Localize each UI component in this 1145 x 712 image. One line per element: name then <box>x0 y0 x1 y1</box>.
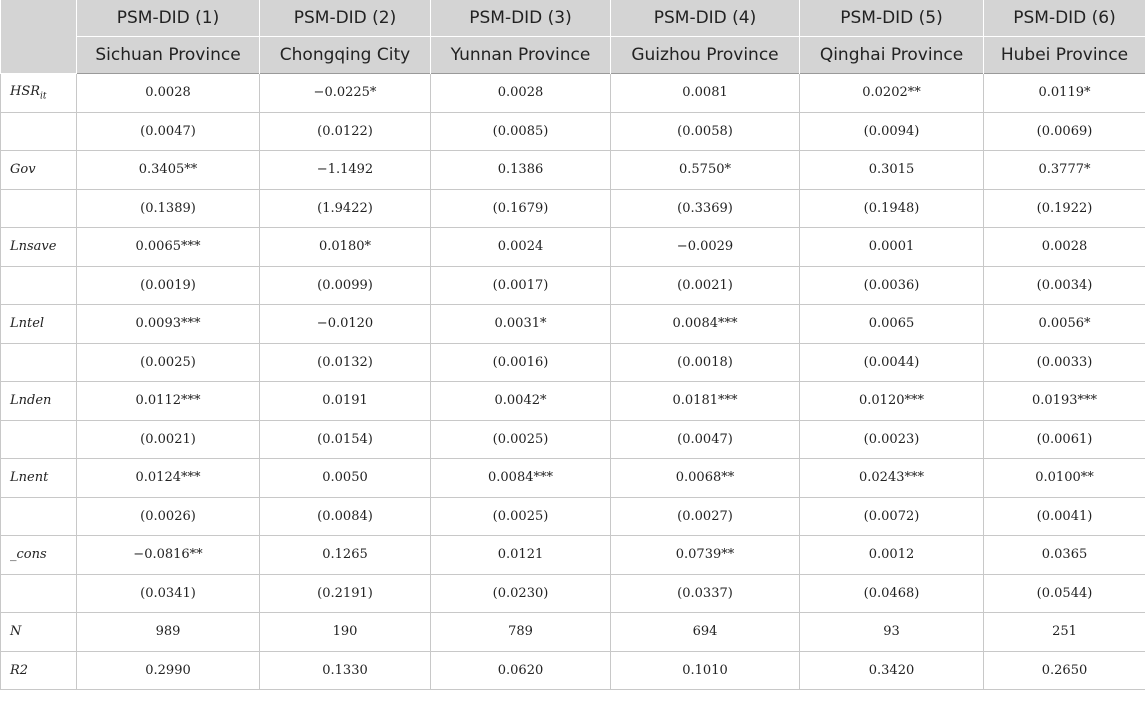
std-error-cell: (0.0025) <box>77 343 260 382</box>
std-error-cell: (1.9422) <box>260 189 431 228</box>
coefficient-cell: 0.0068** <box>611 459 800 498</box>
std-error-cell: (0.0061) <box>984 420 1145 459</box>
model-header: PSM-DID (4) <box>611 0 800 37</box>
coefficient-cell: 0.0243*** <box>800 459 984 498</box>
coefficient-cell: 789 <box>431 613 611 652</box>
model-header: PSM-DID (5) <box>800 0 984 37</box>
std-error-cell: (0.0058) <box>611 112 800 151</box>
coefficient-cell: 0.3777* <box>984 151 1145 190</box>
table-body <box>1 74 1145 690</box>
variable-label <box>1 497 77 536</box>
coefficient-cell: 0.1265 <box>260 536 431 575</box>
coefficient-row <box>1 613 1145 652</box>
std-error-cell: (0.0026) <box>77 497 260 536</box>
coefficient-cell: 0.0084*** <box>431 459 611 498</box>
coefficient-row <box>1 74 1145 113</box>
variable-subscript: it <box>40 91 47 102</box>
region-header: Yunnan Province <box>431 37 611 74</box>
coefficient-cell: −0.0816** <box>77 536 260 575</box>
coefficient-cell: 0.0031* <box>431 305 611 344</box>
region-header: Hubei Province <box>984 37 1145 74</box>
coefficient-cell: 0.3420 <box>800 651 984 690</box>
coefficient-cell: 0.0119* <box>984 74 1145 113</box>
coefficient-cell: −0.0120 <box>260 305 431 344</box>
std-error-row <box>1 112 1145 151</box>
variable-label <box>1 613 77 652</box>
coefficient-cell: 0.0120*** <box>800 382 984 421</box>
coefficient-cell: 0.0042* <box>431 382 611 421</box>
coefficient-cell: 0.0121 <box>431 536 611 575</box>
std-error-cell: (0.0230) <box>431 574 611 613</box>
std-error-cell: (0.0154) <box>260 420 431 459</box>
model-header: PSM-DID (6) <box>984 0 1145 37</box>
std-error-cell: (0.0036) <box>800 266 984 305</box>
coefficient-row <box>1 382 1145 421</box>
std-error-cell: (0.0341) <box>77 574 260 613</box>
std-error-cell: (0.0047) <box>611 420 800 459</box>
std-error-cell: (0.0072) <box>800 497 984 536</box>
std-error-cell: (0.0016) <box>431 343 611 382</box>
coefficient-cell: 0.0028 <box>984 228 1145 267</box>
coefficient-cell: 0.0180* <box>260 228 431 267</box>
coefficient-row <box>1 305 1145 344</box>
coefficient-cell: 0.0124*** <box>77 459 260 498</box>
model-header: PSM-DID (3) <box>431 0 611 37</box>
std-error-cell: (0.0025) <box>431 497 611 536</box>
std-error-cell: (0.0041) <box>984 497 1145 536</box>
variable-name: Gov <box>10 162 36 178</box>
coefficient-cell: 0.2650 <box>984 651 1145 690</box>
coefficient-cell: 0.1386 <box>431 151 611 190</box>
header-row-regions <box>1 37 1145 74</box>
std-error-cell: (0.0033) <box>984 343 1145 382</box>
coefficient-cell: 251 <box>984 613 1145 652</box>
std-error-cell: (0.0021) <box>77 420 260 459</box>
coefficient-cell: 0.0193*** <box>984 382 1145 421</box>
std-error-cell: (0.1948) <box>800 189 984 228</box>
std-error-cell: (0.3369) <box>611 189 800 228</box>
std-error-cell: (0.0069) <box>984 112 1145 151</box>
variable-label <box>1 228 77 267</box>
coefficient-cell: 0.0065 <box>800 305 984 344</box>
coefficient-row <box>1 651 1145 690</box>
variable-name: HSR <box>10 83 41 99</box>
std-error-cell: (0.0085) <box>431 112 611 151</box>
variable-name: Lnent <box>10 470 49 486</box>
coefficient-cell: 0.0024 <box>431 228 611 267</box>
variable-name: N <box>10 624 22 640</box>
std-error-cell: (0.1679) <box>431 189 611 228</box>
std-error-cell: (0.0027) <box>611 497 800 536</box>
std-error-row <box>1 343 1145 382</box>
coefficient-cell: −0.0029 <box>611 228 800 267</box>
coefficient-cell: 0.0112*** <box>77 382 260 421</box>
std-error-row <box>1 497 1145 536</box>
coefficient-cell: 0.0739** <box>611 536 800 575</box>
variable-name: R2 <box>10 662 29 678</box>
variable-name: _cons <box>10 547 47 563</box>
coefficient-cell: 0.0050 <box>260 459 431 498</box>
coefficient-cell: 0.0065*** <box>77 228 260 267</box>
std-error-cell: (0.0122) <box>260 112 431 151</box>
coefficient-cell: 0.5750* <box>611 151 800 190</box>
std-error-row <box>1 574 1145 613</box>
coefficient-cell: 0.0001 <box>800 228 984 267</box>
variable-label <box>1 112 77 151</box>
std-error-cell: (0.0044) <box>800 343 984 382</box>
std-error-row <box>1 189 1145 228</box>
std-error-cell: (0.0021) <box>611 266 800 305</box>
coefficient-cell: 93 <box>800 613 984 652</box>
variable-label <box>1 305 77 344</box>
coefficient-cell: 989 <box>77 613 260 652</box>
std-error-cell: (0.2191) <box>260 574 431 613</box>
coefficient-row <box>1 151 1145 190</box>
variable-label <box>1 189 77 228</box>
std-error-cell: (0.0132) <box>260 343 431 382</box>
region-header: Sichuan Province <box>77 37 260 74</box>
coefficient-cell: 0.0081 <box>611 74 800 113</box>
std-error-cell: (0.0019) <box>77 266 260 305</box>
coefficient-cell: 0.0084*** <box>611 305 800 344</box>
std-error-cell: (0.0047) <box>77 112 260 151</box>
coefficient-cell: 0.1330 <box>260 651 431 690</box>
std-error-cell: (0.0544) <box>984 574 1145 613</box>
variable-label <box>1 536 77 575</box>
variable-name: Lnsave <box>10 239 57 255</box>
coefficient-cell: 0.0620 <box>431 651 611 690</box>
coefficient-cell: 0.0181*** <box>611 382 800 421</box>
std-error-row <box>1 266 1145 305</box>
std-error-cell: (0.0099) <box>260 266 431 305</box>
model-header: PSM-DID (2) <box>260 0 431 37</box>
std-error-cell: (0.0034) <box>984 266 1145 305</box>
coefficient-cell: 0.0100** <box>984 459 1145 498</box>
variable-label <box>1 74 77 113</box>
variable-label <box>1 420 77 459</box>
coefficient-cell: −1.1492 <box>260 151 431 190</box>
std-error-cell: (0.0023) <box>800 420 984 459</box>
coefficient-cell: 0.2990 <box>77 651 260 690</box>
coefficient-cell: 0.0365 <box>984 536 1145 575</box>
std-error-cell: (0.1389) <box>77 189 260 228</box>
coefficient-cell: 0.0056* <box>984 305 1145 344</box>
coefficient-cell: 0.0028 <box>77 74 260 113</box>
region-header: Qinghai Province <box>800 37 984 74</box>
coefficient-row <box>1 536 1145 575</box>
std-error-cell: (0.0025) <box>431 420 611 459</box>
model-header: PSM-DID (1) <box>77 0 260 37</box>
coefficient-cell: 0.3015 <box>800 151 984 190</box>
variable-label <box>1 459 77 498</box>
variable-label <box>1 151 77 190</box>
std-error-cell: (0.0337) <box>611 574 800 613</box>
coefficient-cell: 0.0191 <box>260 382 431 421</box>
coefficient-row <box>1 228 1145 267</box>
variable-name: Lnden <box>10 393 52 409</box>
std-error-cell: (0.0084) <box>260 497 431 536</box>
std-error-cell: (0.0018) <box>611 343 800 382</box>
std-error-cell: (0.0468) <box>800 574 984 613</box>
corner-header-cell <box>1 0 77 74</box>
std-error-cell: (0.1922) <box>984 189 1145 228</box>
coefficient-cell: −0.0225* <box>260 74 431 113</box>
coefficient-cell: 190 <box>260 613 431 652</box>
variable-label <box>1 343 77 382</box>
coefficient-cell: 0.0012 <box>800 536 984 575</box>
std-error-cell: (0.0017) <box>431 266 611 305</box>
variable-label <box>1 651 77 690</box>
coefficient-cell: 0.1010 <box>611 651 800 690</box>
variable-name: Lntel <box>10 316 45 332</box>
variable-label <box>1 574 77 613</box>
coefficient-cell: 0.0093*** <box>77 305 260 344</box>
coefficient-cell: 0.0028 <box>431 74 611 113</box>
coefficient-row <box>1 459 1145 498</box>
coefficient-cell: 0.0202** <box>800 74 984 113</box>
coefficient-cell: 694 <box>611 613 800 652</box>
header-row-models <box>1 0 1145 37</box>
variable-label <box>1 266 77 305</box>
std-error-row <box>1 420 1145 459</box>
region-header: Guizhou Province <box>611 37 800 74</box>
coefficient-cell: 0.3405** <box>77 151 260 190</box>
variable-label <box>1 382 77 421</box>
region-header: Chongqing City <box>260 37 431 74</box>
std-error-cell: (0.0094) <box>800 112 984 151</box>
